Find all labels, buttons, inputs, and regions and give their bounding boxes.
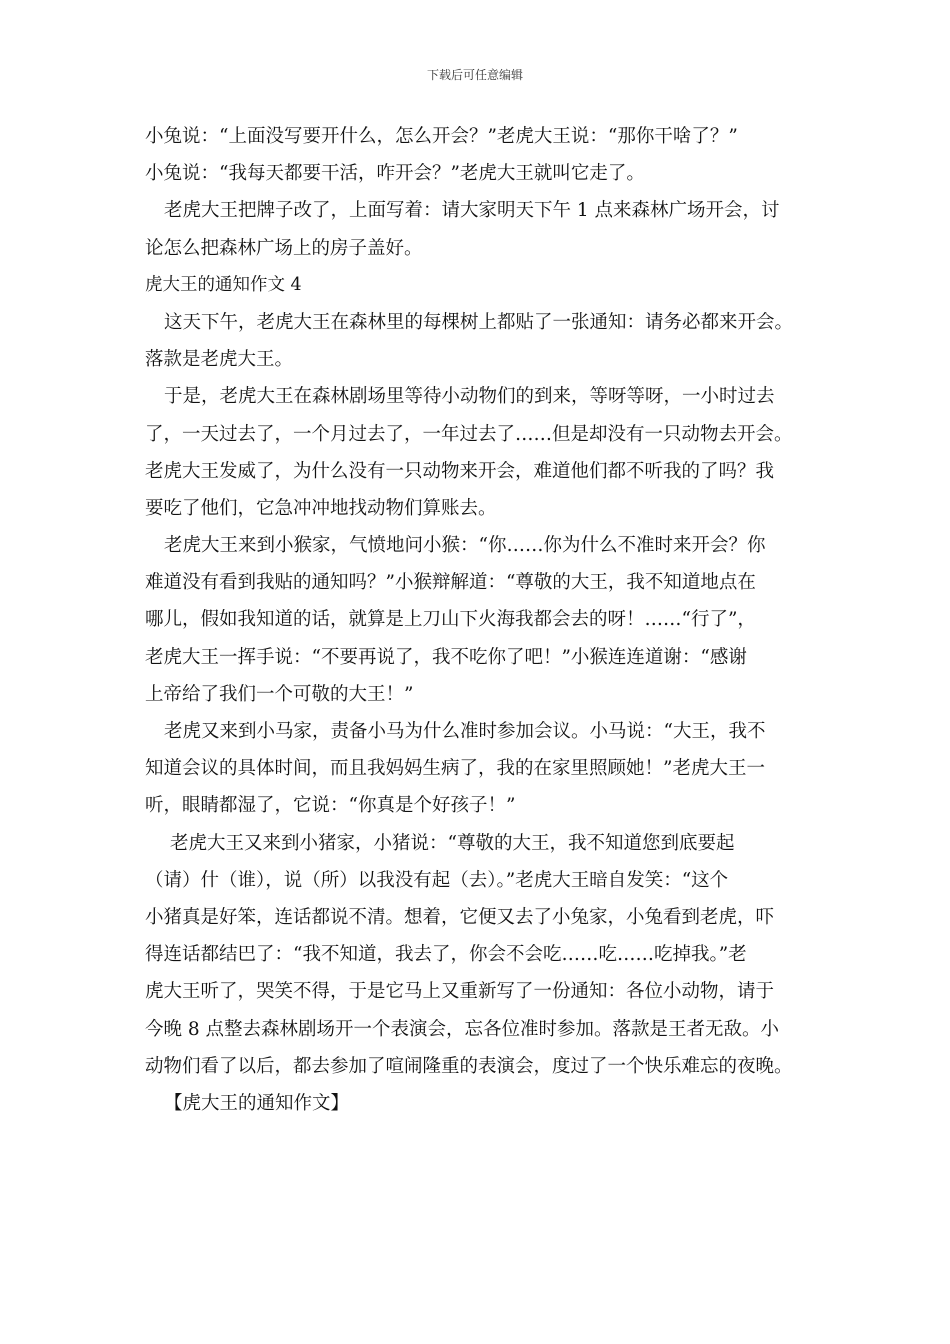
text-line: 得连话都结巴了：“我不知道，我去了，你会不会吃……吃……吃掉我。”老 xyxy=(145,944,747,966)
section-heading: 虎大王的通知作文 4 xyxy=(145,274,302,295)
text-line: 老虎又来到小马家，责备小马为什么准时参加会议。小马说：“大王，我不 xyxy=(164,721,766,742)
page-header: 下载后可任意编辑 xyxy=(426,68,523,82)
text-line: 老虎大王又来到小猪家，小猪说：“尊敬的大王，我不知道您到底要起 xyxy=(170,832,735,854)
text-line: 老虎大王把牌子改了，上面写着：请大家明天下午 1 点来森林广场开会，讨 xyxy=(164,200,780,222)
text-line: 小兔说：“上面没写要开什么，怎么开会？”老虎大王说：“那你干啥了？” xyxy=(145,126,738,147)
text-line: 落款是老虎大王。 xyxy=(145,349,294,371)
text-line: 要吃了他们，它急冲冲地找动物们算账去。 xyxy=(145,497,497,519)
text-line: 老虎大王一挥手说：“不要再说了，我不吃你了吧！”小猴连连道谢：“感谢 xyxy=(145,646,747,668)
text-line: 小兔说：“我每天都要干活，咋开会？”老虎大王就叫它走了。 xyxy=(145,163,645,185)
text-line: 知道会议的具体时间，而且我妈妈生病了，我的在家里照顾她！”老虎大王一 xyxy=(145,758,765,780)
text-line: 论怎么把森林广场上的房子盖好。 xyxy=(145,237,423,259)
text-line: 这天下午，老虎大王在森林里的每棵树上都贴了一张通知：请务必都来开会。 xyxy=(164,311,794,333)
text-line: 于是，老虎大王在森林剧场里等待小动物们的到来，等呀等呀，一小时过去 xyxy=(164,386,775,408)
text-line: （请）什（谁），说（所）以我没有起（去）。”老虎大王暗自发笑：“这个 xyxy=(145,869,729,891)
closing-title: 【虎大王的通知作文】 xyxy=(164,1092,350,1114)
text-line: 老虎大王来到小猴家，气愤地问小猴：“你……你为什么不准时来开会？你 xyxy=(164,535,766,557)
text-line: 小猪真是好笨，连话都说不清。想着，它便又去了小兔家，小兔看到老虎，吓 xyxy=(145,906,775,928)
text-line: 听，眼睛都湿了，它说：“你真是个好孩子！” xyxy=(145,795,516,817)
text-line: 动物们看了以后，都去参加了喧闹隆重的表演会，度过了一个快乐难忘的夜晚。 xyxy=(145,1055,793,1077)
article-body xyxy=(145,118,810,1122)
text-line: 上帝给了我们一个可敬的大王！” xyxy=(145,683,414,705)
text-line: 老虎大王发威了，为什么没有一只动物来开会，难道他们都不听我的了吗？我 xyxy=(145,460,775,482)
text-line: 今晚 8 点整去森林剧场开一个表演会，忘各位准时参加。落款是王者无敌。小 xyxy=(145,1018,780,1040)
text-line: 虎大王听了，哭笑不得，于是它马上又重新写了一份通知：各位小动物，请于 xyxy=(145,981,775,1003)
text-line: 难道没有看到我贴的通知吗？”小猴辩解道：“尊敬的大王，我不知道地点在 xyxy=(145,572,756,594)
text-line: 了，一天过去了，一个月过去了，一年过去了……但是却没有一只动物去开会。 xyxy=(145,423,793,445)
text-line: 哪儿，假如我知道的话，就算是上刀山下火海我都会去的呀！……“行了”， xyxy=(145,609,756,631)
